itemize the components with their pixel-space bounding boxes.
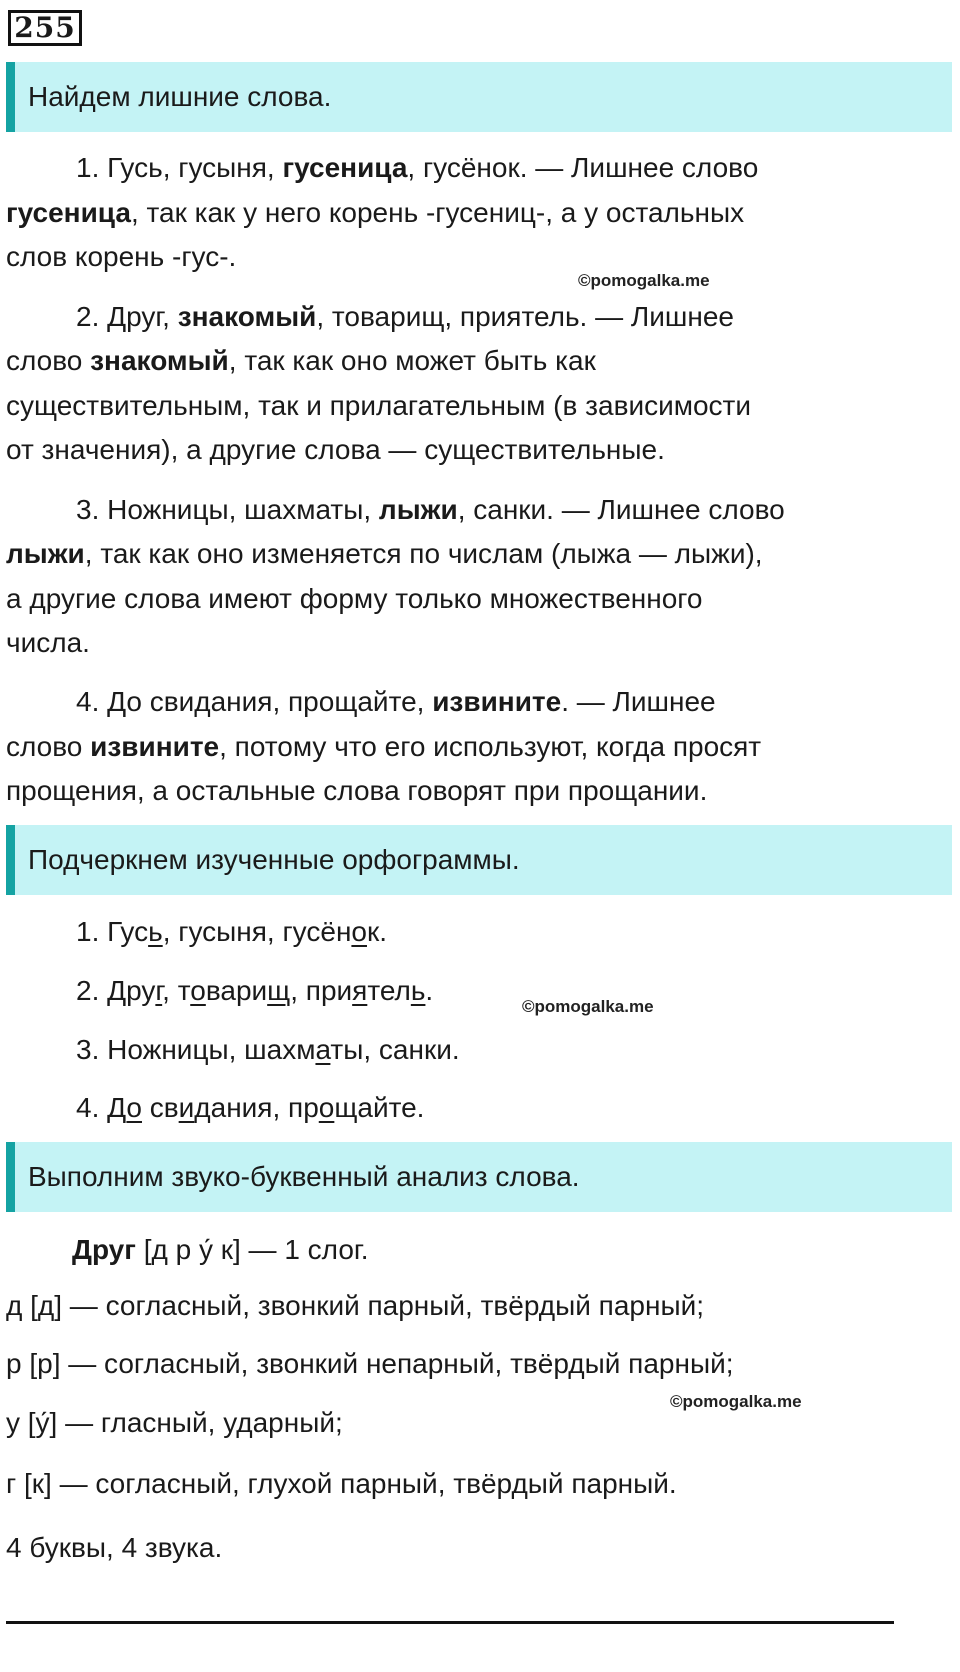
- watermark: ©pomogalka.me: [522, 997, 654, 1016]
- orthogram-underline: о: [351, 916, 367, 947]
- item3-line2: лыжи, так как оно изменяется по числам (лыжа — лыжи),: [6, 538, 763, 569]
- orthogram-underline: щ: [267, 975, 291, 1006]
- section-heading-text: Выполним звуко-буквенный анализ слова.: [28, 1161, 580, 1192]
- item4-line2: слово извините, потому что его используют, когда просят: [6, 731, 762, 762]
- section-heading-extra-words: [6, 62, 952, 132]
- transcription: [д р у́ к] — 1 слог.: [135, 1234, 369, 1265]
- section-heading-text: Подчеркнем изученные орфограммы.: [28, 844, 520, 875]
- summary-divider: [6, 1621, 894, 1624]
- highlight-word: лыжи: [378, 494, 458, 525]
- item1-line1: 1. Гусь, гусыня, гусеница, гусёнок. — Лишнее слово: [76, 152, 759, 183]
- orthogram-underline: а: [315, 1034, 331, 1065]
- orthogram-underline: ь: [148, 916, 163, 947]
- orthogram-underline: о: [318, 1092, 335, 1123]
- sound-row-4: г [к] — согласный, глухой парный, твёрдый парный.: [6, 1468, 677, 1499]
- analysis-word: Друг: [72, 1234, 136, 1265]
- watermark: ©pomogalka.me: [578, 271, 710, 290]
- item4-line3: прощения, а остальные слова говорят при прощании.: [6, 775, 708, 806]
- orthogram-underline: о: [190, 975, 206, 1006]
- item4-line1: 4. До свидания, прощайте, извините. — Лишнее: [76, 686, 716, 717]
- sound-row-1: д [д] — согласный, звонкий парный, твёрдый парный;: [6, 1290, 704, 1321]
- orthogram-row-2: 2. Друг, товарищ, приятель.: [76, 975, 434, 1006]
- item2-line2: слово знакомый, так как оно может быть как: [6, 345, 596, 376]
- item1-line3: слов корень -гус-.: [6, 241, 237, 272]
- orthogram-underline: и: [178, 1092, 195, 1123]
- sound-row-3: у [у́] — гласный, ударный;: [6, 1407, 343, 1438]
- highlight-word: извините: [90, 731, 220, 762]
- item3-line1: 3. Ножницы, шахматы, лыжи, санки. — Лишнее слово: [76, 494, 785, 525]
- task-number: 255: [8, 10, 82, 46]
- item1-line2: гусеница, так как у него корень -гусениц-, а у остальных: [6, 197, 745, 228]
- section-heading-text: Найдем лишние слова.: [28, 81, 332, 112]
- orthogram-underline: г: [155, 975, 163, 1006]
- summary: 4 буквы, 4 звука.: [6, 1532, 223, 1563]
- section-heading-sound-analysis: [6, 1142, 952, 1212]
- analysis-word-line: [72, 1236, 368, 1264]
- orthogram-row-4: 4. До свидания, прощайте.: [76, 1092, 425, 1123]
- orthogram-underline: я: [352, 975, 368, 1006]
- highlight-word: гусеница: [282, 152, 408, 183]
- watermark: ©pomogalka.me: [670, 1392, 802, 1411]
- item2-line4: от значения), а другие слова — существительные.: [6, 434, 665, 465]
- highlight-word: гусеница: [6, 197, 131, 228]
- orthogram-row-1: 1. Гусь, гусыня, гусёнок.: [76, 916, 388, 947]
- orthogram-row-3: 3. Ножницы, шахматы, санки.: [76, 1034, 460, 1065]
- section-heading-orthograms: [6, 825, 952, 895]
- highlight-word: знакомый: [90, 345, 229, 376]
- highlight-word: извините: [432, 686, 562, 717]
- sound-row-2: р [р] — согласный, звонкий непарный, твёрдый парный;: [6, 1348, 734, 1379]
- item2-line1: 2. Друг, знакомый, товарищ, приятель. — Лишнее: [76, 301, 734, 332]
- item3-line3: а другие слова имеют форму только множественного: [6, 583, 703, 614]
- highlight-word: лыжи: [6, 538, 85, 569]
- orthogram-underline: ь: [410, 975, 426, 1006]
- orthogram-underline: о: [126, 1092, 142, 1123]
- item2-line3: существительным, так и прилагательным (в зависимости: [6, 390, 752, 421]
- item3-line4: числа.: [6, 627, 90, 658]
- highlight-word: знакомый: [177, 301, 317, 332]
